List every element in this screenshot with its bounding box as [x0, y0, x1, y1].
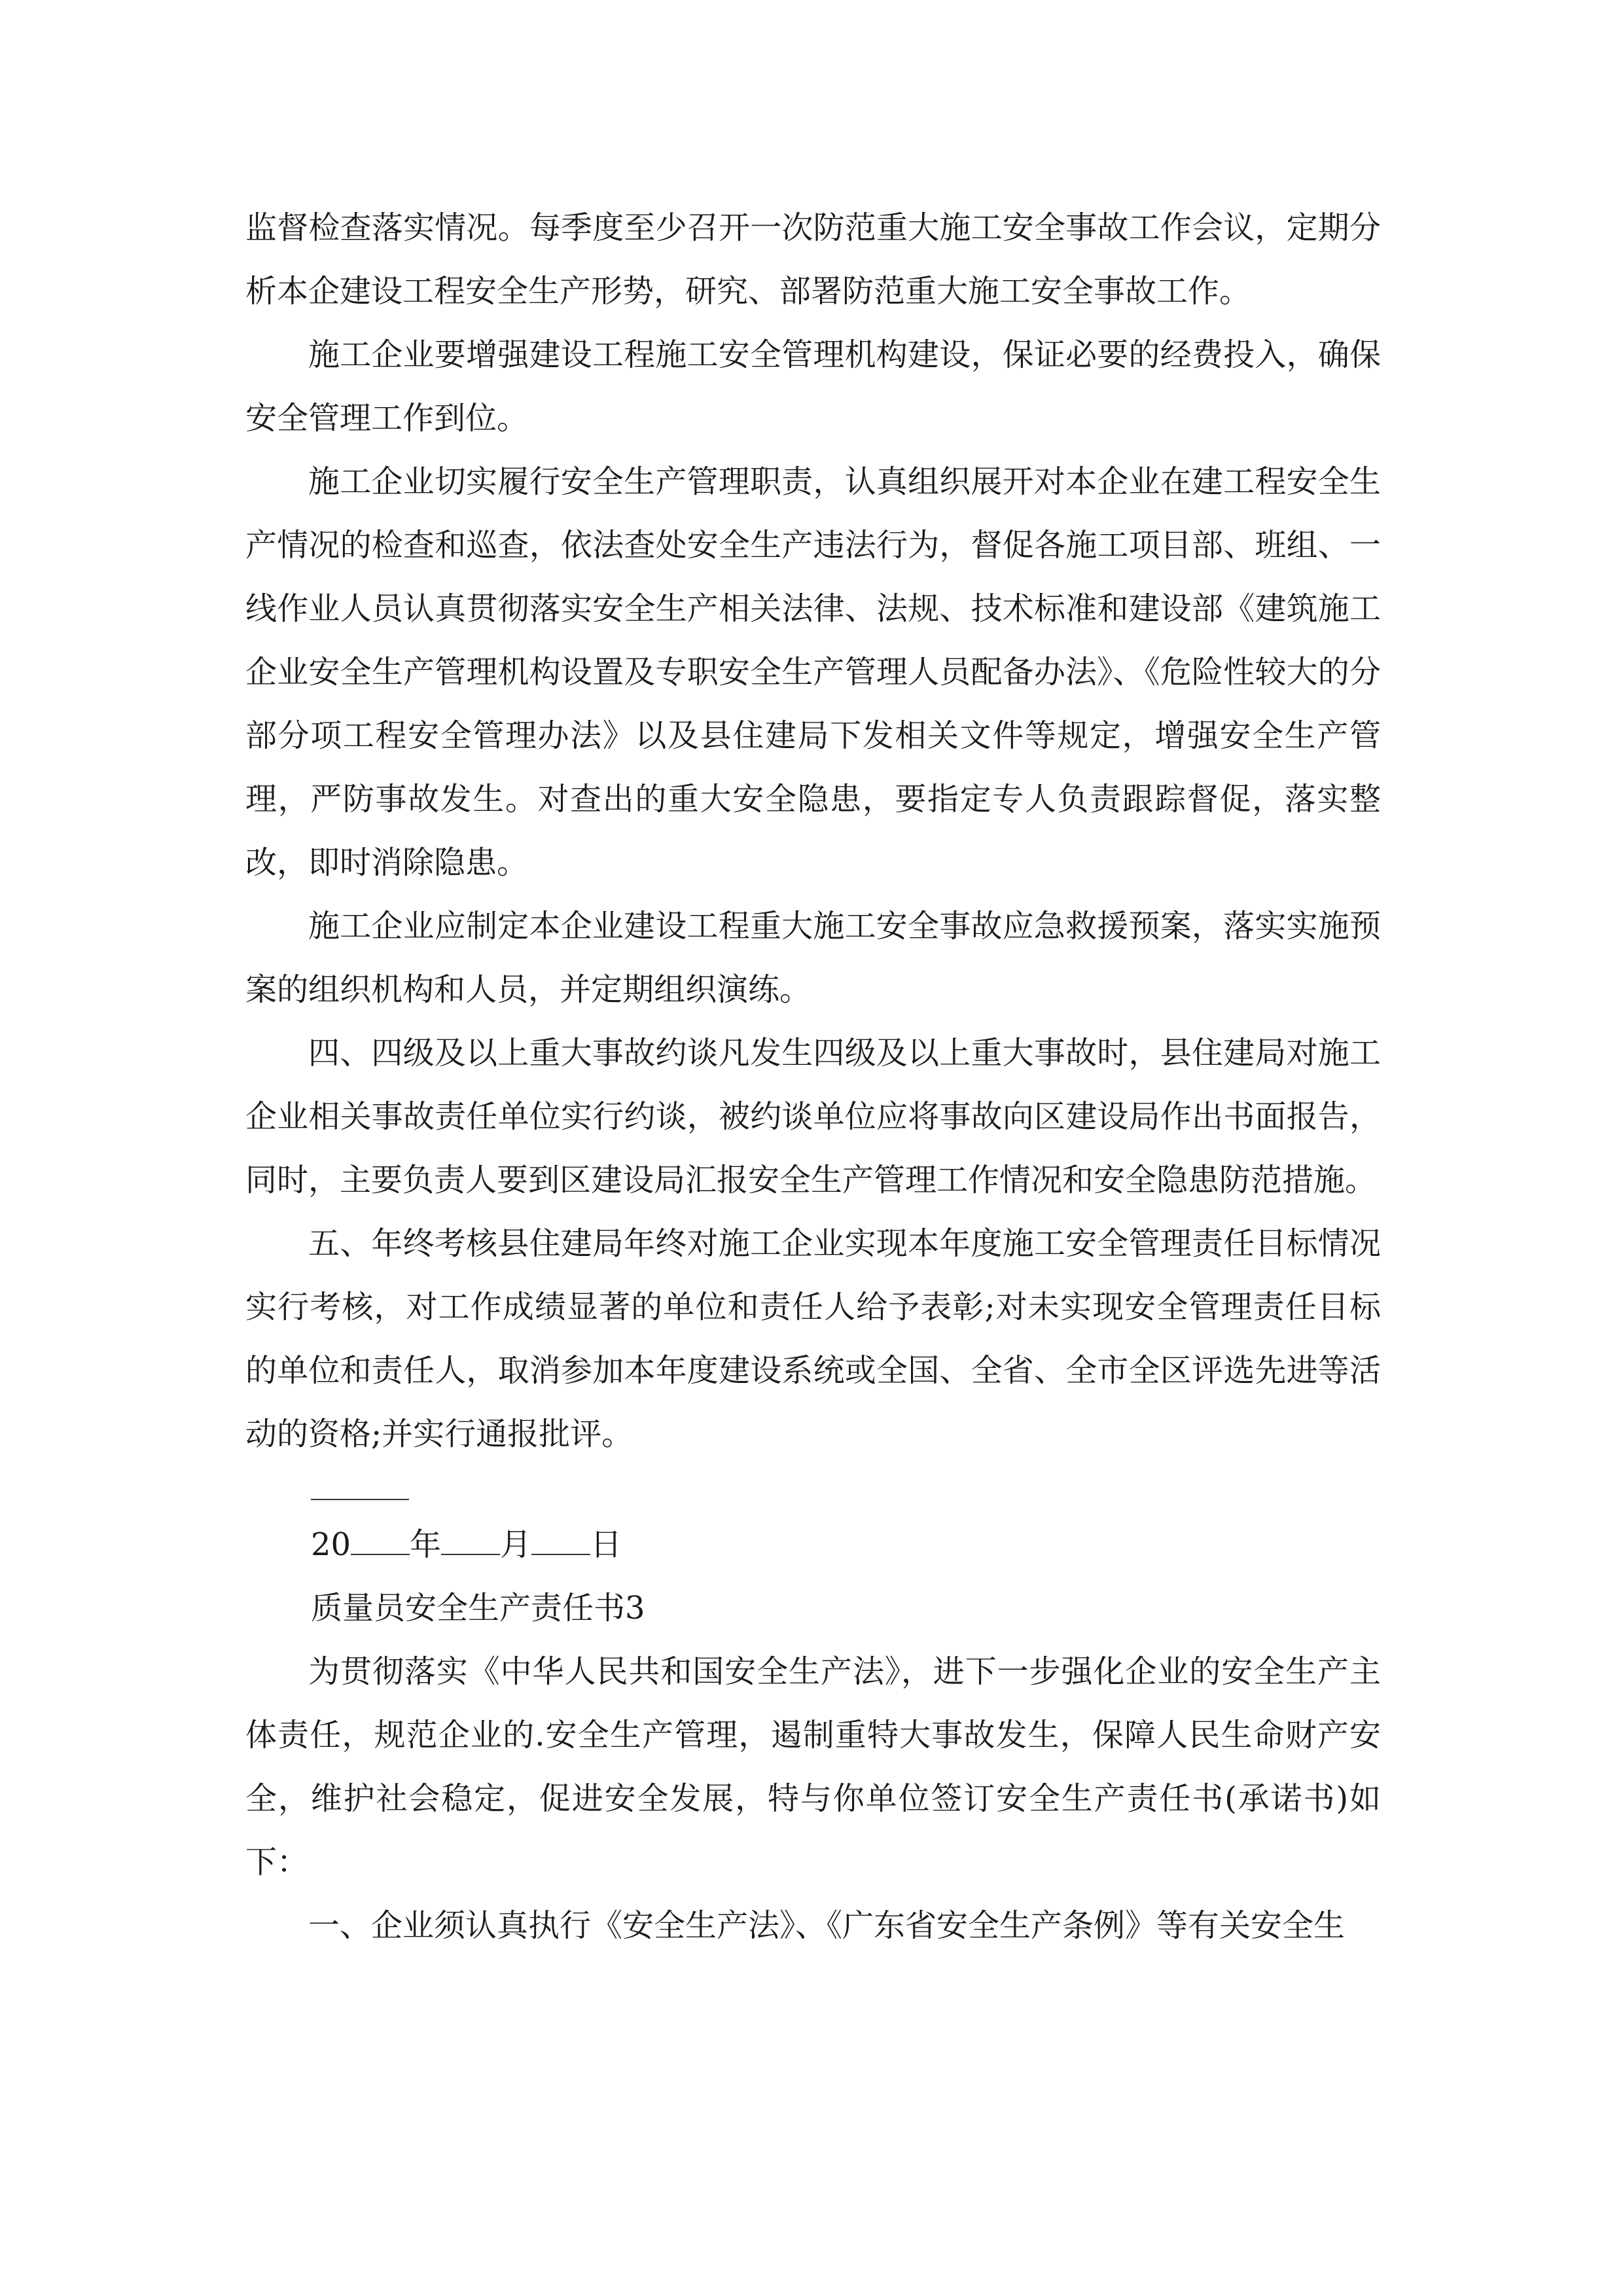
date-line [245, 1513, 1381, 1577]
month-blank [441, 1528, 500, 1555]
paragraph-2: 施工企业要增强建设工程施工安全管理机构建设，保证必要的经费投入，确保安全管理工作到位。 [245, 336, 1381, 437]
paragraph-4: 施工企业应制定本企业建设工程重大施工安全事故应急救援预案，落实实施预案的组织机构和人员，并定期组织演练。 [245, 908, 1381, 1008]
day-label: 日 [590, 1526, 622, 1563]
section-paragraph-2: 一、企业须认真执行《安全生产法》、《广东省安全生产条例》等有关安全生 [308, 1907, 1346, 1944]
year-blank [351, 1528, 410, 1555]
paragraph-5: 四、四级及以上重大事故约谈凡发生四级及以上重大事故时，县住建局对施工企业相关事故责任单位实行约谈，被约谈单位应将事故向区建设局作出书面报告，同时，主要负责人要到区建设局汇报安全生产管理工作情况和安全隐患防范措施。 [245, 1035, 1381, 1198]
document-page [245, 196, 1381, 1958]
signature-rule [311, 1499, 409, 1500]
paragraph-6: 五、年终考核县住建局年终对施工企业实现本年度施工安全管理责任目标情况实行考核，对工作成绩显著的单位和责任人给予表彰;对未实现安全管理责任目标的单位和责任人，取消参加本年度建设系统或全国、全省、全市全区评选先进等活动的资格;并实行通报批评。 [245, 1225, 1381, 1452]
month-label: 月 [500, 1526, 532, 1563]
date-prefix: 20 [311, 1526, 351, 1563]
paragraph-3: 施工企业切实履行安全生产管理职责，认真组织展开对本企业在建工程安全生产情况的检查和巡查，依法查处安全生产违法行为，督促各施工项目部、班组、一线作业人员认真贯彻落实安全生产相关法律、法规、技术标准和建设部《建筑施工企业安全生产管理机构设置及专职安全生产管理人员配备办法》、《危险性较大的分部分项工程安全管理办法》以及县住建局下发相关文件等规定，增强安全生产管理，严防事故发生。对查出的重大安全隐患，要指定专人负责跟踪督促，落实整改，即时消除隐患。 [245, 463, 1381, 881]
year-label: 年 [410, 1526, 442, 1563]
section-title: 质量员安全生产责任书3 [311, 1590, 645, 1626]
paragraph-1: 监督检查落实情况。每季度至少召开一次防范重大施工安全事故工作会议，定期分析本企建设工程安全生产形势，研究、部署防范重大施工安全事故工作。 [245, 209, 1381, 310]
day-blank [531, 1528, 590, 1555]
section-paragraph-1: 为贯彻落实《中华人民共和国安全生产法》，进下一步强化企业的安全生产主体责任，规范企业的.安全生产管理，遏制重特大事故发生，保障人民生命财产安全，维护社会稳定，促进安全发展，特与你单位签订安全生产责任书(承诺书)如下： [245, 1653, 1381, 1880]
